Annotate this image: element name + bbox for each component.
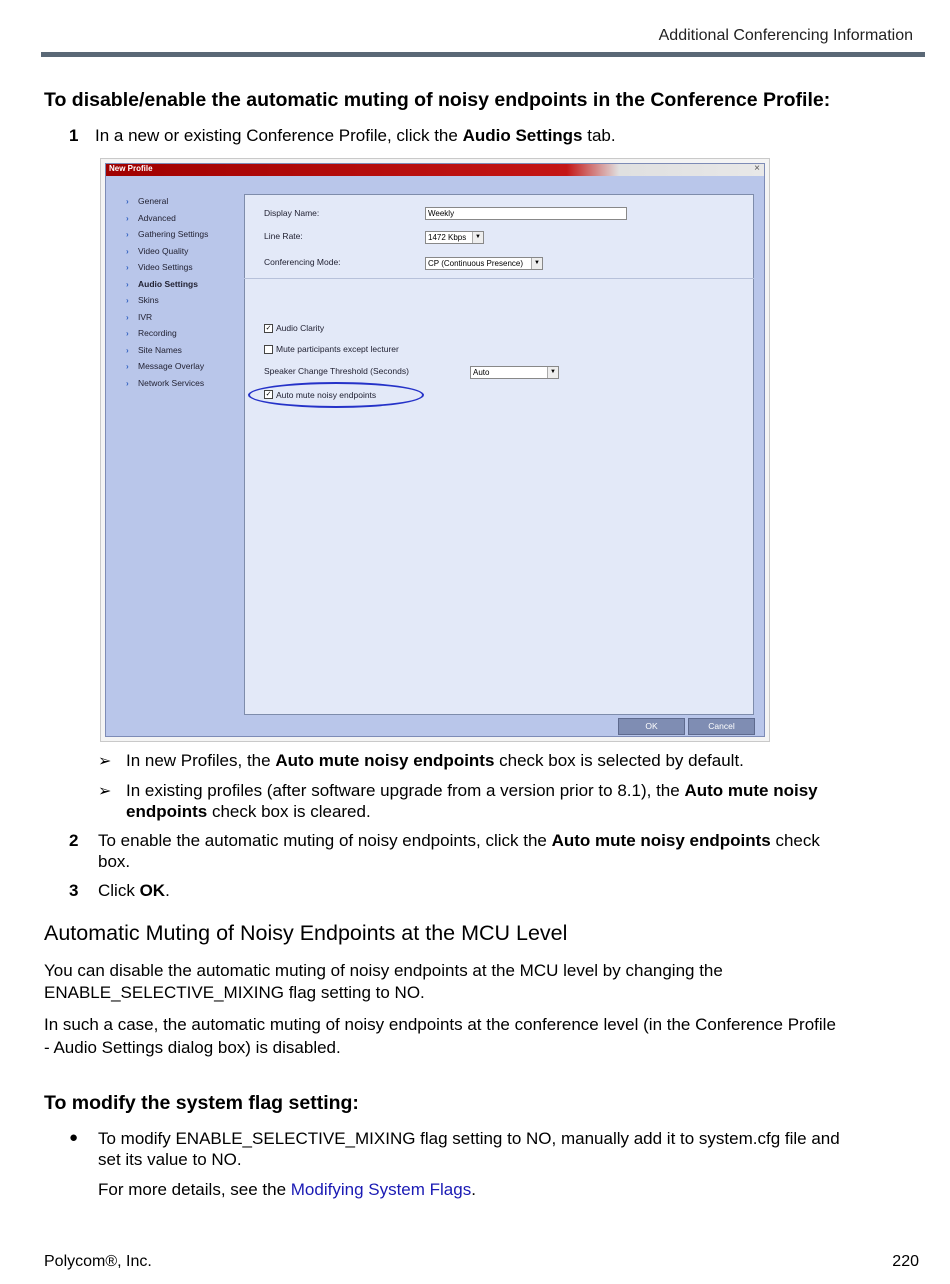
dialog-title: New Profile: [109, 164, 153, 173]
bullet-dot-icon: ●: [69, 1129, 79, 1146]
chevron-right-icon: ›: [126, 197, 129, 206]
chevron-right-icon: ›: [126, 345, 129, 355]
section-heading: Automatic Muting of Noisy Endpoints at the MCU Level: [44, 921, 568, 945]
chevron-down-icon: ▼: [547, 367, 558, 378]
bullet-text: To modify ENABLE_SELECTIVE_MIXING flag setting to NO, manually add it to system.cfg file and: [98, 1129, 840, 1148]
step-text: Click OK.: [98, 881, 170, 900]
step-number: 3: [69, 881, 79, 900]
chevron-right-icon: ›: [126, 312, 129, 322]
bullet-text: In new Profiles, the Auto mute noisy endpoints check box is selected by default.: [126, 751, 744, 770]
step-text: In a new or existing Conference Profile, click the Audio Settings tab.: [95, 126, 616, 145]
chevron-right-icon: ›: [126, 362, 129, 371]
conferencing-mode-select[interactable]: [425, 257, 543, 270]
procedure-heading: To modify the system flag setting:: [44, 1092, 359, 1114]
line-rate-select[interactable]: [425, 231, 484, 244]
line-rate-value: 1472 Kbps: [428, 233, 467, 242]
header-rule: [41, 52, 925, 57]
nav-item-skins[interactable]: › Skins: [126, 295, 159, 305]
procedure-heading: To disable/enable the automatic muting of noisy endpoints in the Conference Profile:: [44, 89, 831, 111]
audio-clarity-label: Audio Clarity: [276, 323, 325, 333]
bullet-text-continued: set its value to NO.: [98, 1150, 242, 1169]
ok-button[interactable]: OK: [618, 718, 685, 735]
chevron-right-icon: ›: [126, 329, 129, 338]
step-number: 1: [69, 126, 79, 145]
arrow-bullet-icon: ➢: [98, 753, 112, 770]
nav-item-message-overlay[interactable]: › Message Overlay: [126, 361, 205, 371]
chevron-right-icon: ›: [126, 263, 129, 272]
display-name-label: Display Name:: [264, 208, 320, 218]
chevron-right-icon: ›: [126, 213, 129, 223]
arrow-bullet-icon: ➢: [98, 783, 112, 800]
nav-item-advanced[interactable]: › Advanced: [126, 212, 176, 223]
conferencing-mode-label: Conferencing Mode:: [264, 257, 341, 267]
mute-except-lecturer-label: Mute participants except lecturer: [276, 344, 399, 354]
auto-mute-label: Auto mute noisy endpoints: [276, 390, 377, 400]
paragraph-line: You can disable the automatic muting of noisy endpoints at the MCU level by changing the: [44, 961, 723, 980]
bullet-text-continued: endpoints check box is cleared.: [126, 802, 371, 821]
paragraph-line: ENABLE_SELECTIVE_MIXING flag setting to NO.: [44, 983, 425, 1002]
speaker-threshold-value: Auto: [473, 368, 490, 377]
paragraph-line: - Audio Settings dialog box) is disabled.: [44, 1038, 341, 1057]
nav-item-general[interactable]: › General: [126, 196, 169, 206]
highlight-ellipse: [248, 382, 424, 408]
step-text: To enable the automatic muting of noisy endpoints, click the Auto mute noisy endpoints check: [98, 831, 820, 850]
check-icon: ✓: [265, 391, 272, 398]
chevron-right-icon: ›: [126, 296, 129, 305]
nav-item-video-settings[interactable]: › Video Settings: [126, 262, 193, 272]
paragraph-line: In such a case, the automatic muting of noisy endpoints at the conference level (in the Conference Profile: [44, 1015, 836, 1034]
nav-item-network-services[interactable]: › Network Services: [126, 377, 205, 388]
nav-item-video-quality[interactable]: › Video Quality: [126, 245, 189, 256]
nav-item-recording[interactable]: › Recording: [126, 328, 177, 338]
chevron-right-icon: ›: [126, 279, 129, 289]
new-profile-dialog: [105, 163, 765, 737]
check-icon: ✓: [265, 325, 272, 332]
nav-item-site-names[interactable]: › Site Names: [126, 344, 182, 355]
footer-company: Polycom®, Inc.: [44, 1253, 152, 1270]
cancel-button[interactable]: Cancel: [688, 718, 755, 735]
speaker-threshold-select[interactable]: [470, 366, 559, 379]
mute-except-lecturer-checkbox[interactable]: [264, 345, 273, 354]
speaker-threshold-label: Speaker Change Threshold (Seconds): [264, 366, 409, 376]
line-rate-label: Line Rate:: [264, 231, 303, 241]
chevron-right-icon: ›: [126, 246, 129, 256]
step-number: 2: [69, 831, 79, 850]
running-header: Additional Conferencing Information: [658, 27, 913, 44]
nav-item-gathering-settings[interactable]: › Gathering Settings: [126, 229, 209, 239]
audio-clarity-checkbox[interactable]: [264, 324, 273, 333]
close-icon[interactable]: ×: [754, 163, 760, 174]
nav-item-ivr[interactable]: › IVR: [126, 311, 153, 322]
display-name-input[interactable]: Weekly: [425, 207, 627, 220]
modifying-system-flags-link[interactable]: Modifying System Flags: [290, 1180, 472, 1199]
details-text: For more details, see the Modifying System Flags.: [98, 1180, 476, 1199]
conferencing-mode-value: CP (Continuous Presence): [428, 259, 524, 268]
chevron-right-icon: ›: [126, 378, 129, 388]
panel-separator: [244, 278, 754, 279]
chevron-down-icon: ▼: [472, 232, 483, 243]
chevron-right-icon: ›: [126, 230, 129, 239]
page-number: 220: [892, 1253, 919, 1270]
step-text-continued: box.: [98, 852, 131, 871]
profile-nav: [124, 196, 244, 394]
bullet-text: In existing profiles (after software upgrade from a version prior to 8.1), the Auto mute noisy: [126, 781, 818, 800]
chevron-down-icon: ▼: [531, 258, 542, 269]
nav-item-audio-settings[interactable]: › Audio Settings: [126, 278, 198, 289]
settings-panel: [244, 194, 754, 715]
dialog-titlebar: [106, 164, 764, 176]
